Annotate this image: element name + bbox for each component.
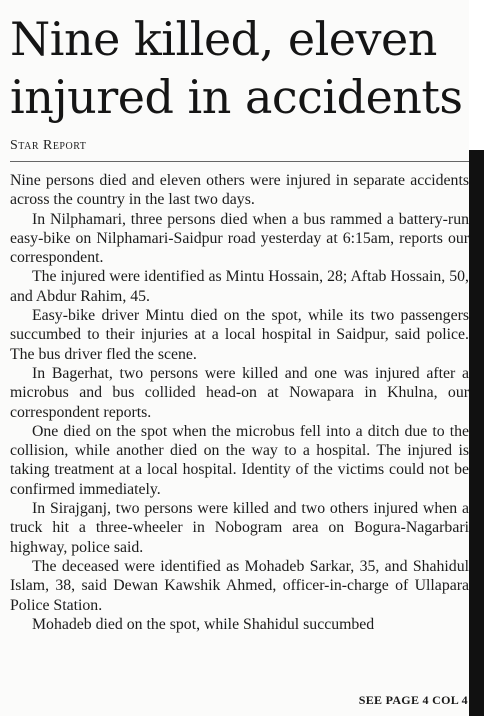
article-paragraph: In Nilphamari, three persons died when a bus rammed a battery-run easy-bike on Nilphamari-Saidpur road yesterday at 6:15am, reports our correspondent. — [10, 210, 469, 267]
byline-divider — [10, 161, 469, 162]
article-paragraph: The deceased were identified as Mohadeb Sarkar, 35, and Shahidul Islam, 38, said Dewan Kawshik Ahmed, officer-in-charge of Ullapara Police Station. — [10, 557, 469, 614]
article-paragraph: Mohadeb died on the spot, while Shahidul succumbed — [32, 615, 375, 633]
article-paragraph: Nine persons died and eleven others were injured in separate accidents across the country in the last two days. — [10, 172, 469, 209]
article-paragraph: In Sirajganj, two persons were killed and two others injured when a truck hit a three-wheeler in Nobogram area on Bogura-Nagarbari highway, police said. — [10, 500, 469, 556]
continuation-note: SEE PAGE 4 COL 4 — [358, 693, 468, 707]
byline: Star Report — [10, 138, 87, 153]
article-body — [10, 171, 469, 634]
article-paragraph: The injured were identified as Mintu Hossain, 28; Aftab Hossain, 50, and Abdur Rahim, 45. — [10, 268, 469, 305]
article-paragraph: Easy-bike driver Mintu died on the spot, while its two passengers succumbed to their injuries at a local hospital in Saidpur, said police. The bus driver fled the scene. — [10, 307, 469, 363]
article-paragraph: One died on the spot when the microbus fell into a ditch due to the collision, while another died on the way to a hospital. The injured is taking treatment at a local hospital. Identity of the victims could not be confirmed immediately. — [10, 422, 469, 498]
headline: Nine killed, eleven injured in accidents — [10, 12, 463, 124]
scan-edge-shadow — [469, 150, 484, 716]
article-paragraph: In Bagerhat, two persons were killed and one was injured after a microbus and bus collided head-on at Nowapara in Khulna, our correspondent reports. — [10, 364, 469, 421]
